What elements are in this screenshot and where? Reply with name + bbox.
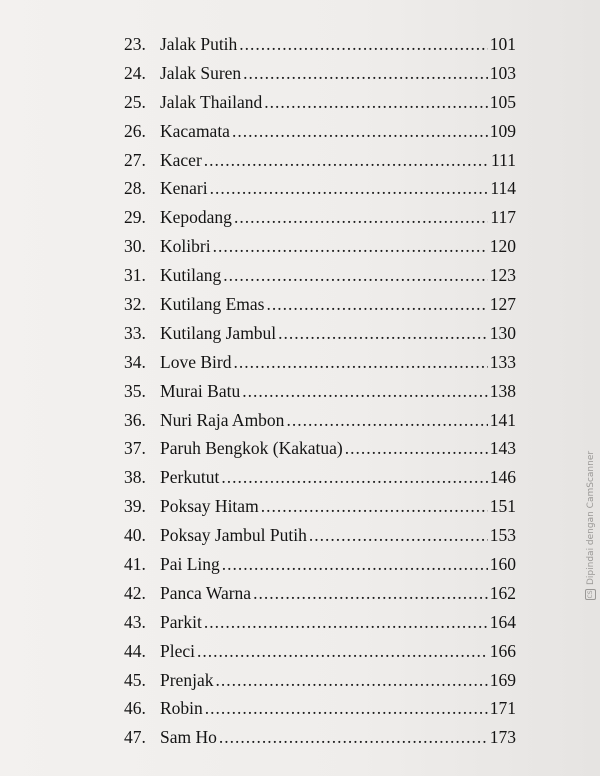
entry-page-number: 133 bbox=[489, 351, 516, 372]
dot-leader bbox=[204, 608, 488, 637]
dot-leader bbox=[221, 463, 487, 492]
toc-entry bbox=[124, 59, 516, 88]
dot-leader bbox=[222, 550, 488, 579]
dot-leader bbox=[205, 694, 488, 723]
toc-entry bbox=[124, 521, 516, 550]
entry-page-number: 169 bbox=[489, 669, 516, 690]
entry-title: Nuri Raja Ambon bbox=[160, 409, 285, 430]
entry-number: 45. bbox=[124, 669, 146, 690]
toc-entry bbox=[124, 319, 516, 348]
watermark-text: Dipindai dengan CamScanner bbox=[585, 450, 596, 585]
toc-entry bbox=[124, 30, 516, 59]
toc-entry bbox=[124, 406, 516, 435]
dot-leader bbox=[261, 492, 488, 521]
entry-page-number: 171 bbox=[489, 698, 516, 719]
entry-page-number: 164 bbox=[489, 611, 516, 632]
entry-number: 36. bbox=[124, 409, 146, 430]
entry-page-number: 105 bbox=[489, 91, 516, 112]
entry-number: 41. bbox=[124, 554, 146, 575]
toc-entry bbox=[124, 723, 516, 752]
entry-number: 31. bbox=[124, 265, 146, 286]
entry-number: 32. bbox=[124, 294, 146, 315]
dot-leader bbox=[213, 232, 488, 261]
dot-leader bbox=[210, 174, 489, 203]
entry-number: 38. bbox=[124, 467, 146, 488]
entry-number: 27. bbox=[124, 149, 146, 170]
dot-leader bbox=[239, 30, 487, 59]
dot-leader bbox=[267, 290, 488, 319]
toc-entry bbox=[124, 203, 516, 232]
entry-number: 44. bbox=[124, 640, 146, 661]
entry-number: 33. bbox=[124, 322, 146, 343]
entry-title: Kutilang Jambul bbox=[160, 322, 277, 343]
toc-entry bbox=[124, 290, 516, 319]
entry-number: 25. bbox=[124, 91, 146, 112]
dot-leader bbox=[309, 521, 488, 550]
entry-title: Murai Batu bbox=[160, 380, 241, 401]
toc-entry bbox=[124, 608, 516, 637]
entry-page-number: 146 bbox=[489, 467, 516, 488]
entry-page-number: 109 bbox=[489, 120, 516, 141]
dot-leader bbox=[242, 377, 488, 406]
entry-title: Parkit bbox=[160, 611, 202, 632]
entry-page-number: 143 bbox=[489, 438, 516, 459]
toc-entry bbox=[124, 637, 516, 666]
entry-title: Kepodang bbox=[160, 207, 232, 228]
dot-leader bbox=[219, 723, 488, 752]
entry-page-number: 120 bbox=[489, 236, 516, 257]
entry-page-number: 101 bbox=[489, 34, 516, 54]
entry-number: 40. bbox=[124, 525, 146, 546]
entry-title: Perkutut bbox=[160, 467, 220, 488]
entry-page-number: 166 bbox=[489, 640, 516, 661]
entry-number: 39. bbox=[124, 496, 146, 517]
entry-page-number: 138 bbox=[489, 380, 516, 401]
dot-leader bbox=[243, 59, 488, 88]
entry-page-number: 123 bbox=[489, 265, 516, 286]
entry-page-number: 153 bbox=[489, 525, 516, 546]
entry-title: Panca Warna bbox=[160, 582, 252, 603]
entry-page-number: 130 bbox=[489, 322, 516, 343]
entry-page-number: 103 bbox=[489, 62, 516, 83]
entry-number: 34. bbox=[124, 351, 146, 372]
entry-number: 26. bbox=[124, 120, 146, 141]
entry-title: Kutilang Emas bbox=[160, 294, 265, 315]
dot-leader bbox=[278, 319, 488, 348]
entry-title: Jalak Thailand bbox=[160, 91, 263, 112]
scanner-watermark bbox=[585, 451, 596, 600]
entry-number: 37. bbox=[124, 438, 146, 459]
entry-page-number: 114 bbox=[490, 178, 516, 199]
dot-leader bbox=[264, 88, 488, 117]
toc-entry bbox=[124, 232, 516, 261]
toc-entry bbox=[124, 348, 516, 377]
dot-leader bbox=[253, 579, 488, 608]
entry-title: Jalak Suren bbox=[160, 62, 242, 83]
dot-leader bbox=[232, 117, 488, 146]
entry-title: Robin bbox=[160, 698, 203, 719]
toc-entry bbox=[124, 261, 516, 290]
dot-leader bbox=[215, 666, 487, 695]
entry-number: 47. bbox=[124, 727, 146, 748]
toc-entry bbox=[124, 492, 516, 521]
dot-leader bbox=[234, 203, 488, 232]
entry-title: Poksay Jambul Putih bbox=[160, 525, 307, 546]
entry-title: Kacamata bbox=[160, 120, 230, 141]
entry-title: Pleci bbox=[160, 640, 195, 661]
entry-page-number: 151 bbox=[489, 496, 516, 517]
entry-page-number: 173 bbox=[489, 727, 516, 748]
dot-leader bbox=[233, 348, 487, 377]
table-of-contents bbox=[124, 30, 516, 752]
toc-entry bbox=[124, 694, 516, 723]
entry-number: 43. bbox=[124, 611, 146, 632]
entry-title: Sam Ho bbox=[160, 727, 217, 748]
entry-page-number: 117 bbox=[490, 207, 516, 228]
dot-leader bbox=[197, 637, 488, 666]
dot-leader bbox=[286, 406, 487, 435]
entry-title: Kutilang bbox=[160, 265, 222, 286]
entry-title: Kenari bbox=[160, 178, 208, 199]
toc-entry bbox=[124, 88, 516, 117]
dot-leader bbox=[204, 146, 489, 175]
entry-title: Kolibri bbox=[160, 236, 211, 257]
dot-leader bbox=[223, 261, 488, 290]
entry-page-number: 111 bbox=[491, 149, 516, 170]
entry-number: 46. bbox=[124, 698, 146, 719]
camscanner-logo-icon: CS bbox=[587, 590, 594, 599]
entry-title: Pai Ling bbox=[160, 554, 220, 575]
entry-title: Kacer bbox=[160, 149, 202, 170]
toc-entry bbox=[124, 550, 516, 579]
entry-page-number: 127 bbox=[489, 294, 516, 315]
entry-number: 42. bbox=[124, 582, 146, 603]
entry-number: 30. bbox=[124, 236, 146, 257]
entry-title: Poksay Hitam bbox=[160, 496, 259, 517]
entry-number: 35. bbox=[124, 380, 146, 401]
entry-title: Jalak Putih bbox=[160, 34, 238, 54]
toc-entry bbox=[124, 174, 516, 203]
toc-entry bbox=[124, 579, 516, 608]
dot-leader bbox=[345, 434, 488, 463]
entry-page-number: 141 bbox=[489, 409, 516, 430]
entry-page-number: 162 bbox=[489, 582, 516, 603]
toc-entry bbox=[124, 146, 516, 175]
toc-entry bbox=[124, 463, 516, 492]
entry-number: 24. bbox=[124, 62, 146, 83]
entry-number: 23. bbox=[124, 34, 146, 54]
entry-page-number: 160 bbox=[489, 554, 516, 575]
toc-entry bbox=[124, 666, 516, 695]
entry-title: Love Bird bbox=[160, 351, 232, 372]
entry-title: Paruh Bengkok (Kakatua) bbox=[160, 438, 343, 459]
entry-number: 28. bbox=[124, 178, 146, 199]
toc-entry bbox=[124, 377, 516, 406]
entry-number: 29. bbox=[124, 207, 146, 228]
entry-title: Prenjak bbox=[160, 669, 214, 690]
toc-entry bbox=[124, 117, 516, 146]
toc-entry bbox=[124, 434, 516, 463]
